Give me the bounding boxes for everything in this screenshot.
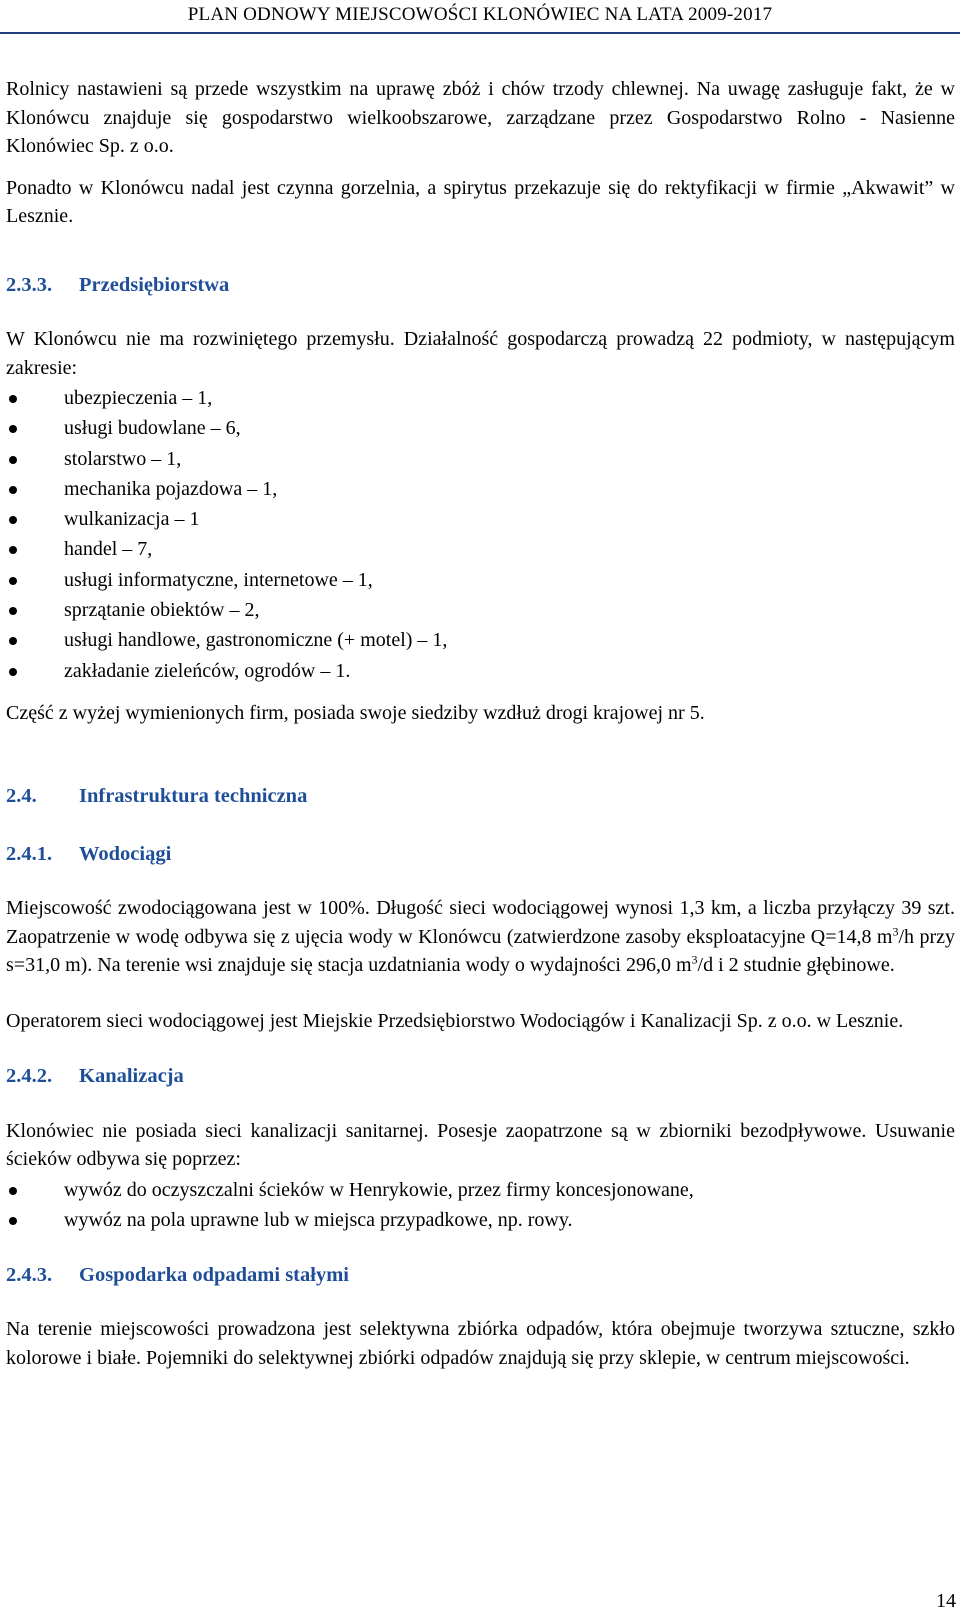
text-run: Miejscowość zwodociągowana jest w 100%. Długość sieci wodociągowej wynosi 1,3 km, a liczba przyłączy 39 szt. Zaopatrzenie w wodę odbywa się z ujęcia wody w Klonówcu (zatwierdzone zasoby eksploatacyjne Q=14,8 m xyxy=(6,897,955,948)
heading-2-4-3 xyxy=(6,1261,955,1290)
list-item-text: mechanika pojazdowa – 1, xyxy=(64,477,278,500)
list-item-text: wywóz na pola uprawne lub w miejsca przypadkowe, np. rowy. xyxy=(64,1209,573,1232)
bullet-icon xyxy=(9,546,17,554)
heading-number: 2.4.3. xyxy=(6,1263,53,1286)
paragraph-water-operator: Operatorem sieci wodociągowej jest Miejskie Przedsiębiorstwo Wodociągów i Kanalizacji Sp. z o.o. w Lesznie. xyxy=(6,1009,904,1032)
heading-2-3-3 xyxy=(6,271,955,300)
text-run: /h przy s=31,0 m). Na terenie wsi znajduje się stacja uzdatniania wody o wydajności 296,0 m xyxy=(6,925,956,977)
paragraph-enterprises-outro: Część z wyżej wymienionych firm, posiada swoje siedziby wzdłuż drogi krajowej nr 5. xyxy=(6,701,705,724)
list-item xyxy=(6,595,955,625)
heading-2-4 xyxy=(6,782,955,811)
heading-title: Infrastruktura techniczna xyxy=(79,785,308,808)
list-item-text: ubezpieczenia – 1, xyxy=(64,387,213,409)
list-item-text: handel – 7, xyxy=(64,538,153,561)
heading-2-4-1 xyxy=(6,840,955,869)
page-content xyxy=(6,75,955,1372)
header-rule xyxy=(0,32,960,34)
paragraph-enterprises-intro: W Klonówcu nie ma rozwiniętego przemysłu. Działalność gospodarczą prowadzą 22 podmioty, w następującym zakresie: xyxy=(6,328,955,379)
bullet-icon xyxy=(9,1187,17,1195)
list-item xyxy=(6,656,955,686)
paragraph-agriculture: Rolnicy nastawieni są przede wszystkim na uprawę zbóż i chów trzody chlewnej. Na uwagę zasługuje fakt, że w Klonówcu znajduje się gospodarstwo wielkoobszarowe, zarządzane przez Gospodarstwo Rolno - Nasienne Klonówiec Sp. z o.o. xyxy=(6,78,955,157)
list-item-text: sprzątanie obiektów – 2, xyxy=(64,599,260,622)
superscript: 3 xyxy=(892,924,899,939)
paragraph-sewage-intro: Klonówiec nie posiada sieci kanalizacji sanitarnej. Posesje zaopatrzone są w zbiorniki bezodpływowe. Usuwanie ścieków odbywa się poprzez: xyxy=(6,1119,955,1171)
list-item-text: wulkanizacja – 1 xyxy=(64,508,200,531)
bullet-icon xyxy=(9,637,17,645)
paragraph-waste: Na terenie miejscowości prowadzona jest selektywna zbiórka odpadów, która obejmuje tworzywa sztuczne, szkło kolorowe i białe. Pojemniki do selektywnej zbiórki odpadów znajdują się przy sklepie, w centrum miejscowości. xyxy=(6,1318,955,1369)
list-item xyxy=(6,444,955,474)
enterprise-list xyxy=(6,383,955,686)
list-item-text: zakładanie zieleńców, ogrodów – 1. xyxy=(64,659,351,682)
list-item xyxy=(6,474,955,504)
bullet-icon xyxy=(9,395,17,403)
list-item-text: stolarstwo – 1, xyxy=(64,447,182,470)
list-item-text: usługi handlowe, gastronomiczne (+ motel) – 1, xyxy=(64,629,448,652)
list-item xyxy=(6,413,955,443)
bullet-icon xyxy=(9,668,17,676)
superscript: 3 xyxy=(691,952,698,967)
heading-2-4-2 xyxy=(6,1062,955,1091)
heading-number: 2.3.3. xyxy=(6,273,53,296)
heading-number: 2.4. xyxy=(6,785,37,808)
heading-title: Wodociągi xyxy=(79,842,172,865)
list-item xyxy=(6,1205,955,1235)
bullet-icon xyxy=(9,577,17,585)
bullet-icon xyxy=(9,456,17,464)
bullet-icon xyxy=(9,425,17,433)
bullet-icon xyxy=(9,516,17,524)
running-header: PLAN ODNOWY MIEJSCOWOŚCI KLONÓWIEC NA LATA 2009-2017 xyxy=(187,4,773,25)
heading-number: 2.4.2. xyxy=(6,1065,53,1088)
bullet-icon xyxy=(9,486,17,494)
list-item xyxy=(6,565,955,595)
heading-number: 2.4.1. xyxy=(6,842,53,865)
list-item xyxy=(6,383,955,413)
list-item-text: usługi budowlane – 6, xyxy=(64,417,241,440)
list-item xyxy=(6,504,955,534)
list-item-text: wywóz do oczyszczalni ścieków w Henrykowie, przez firmy koncesjonowane, xyxy=(64,1178,694,1201)
sewage-list xyxy=(6,1175,955,1236)
paragraph-distillery: Ponadto w Klonówcu nadal jest czynna gorzelnia, a spirytus przekazuje się do rektyfikacji w firmie „Akwawit” w Lesznie. xyxy=(6,176,955,227)
list-item xyxy=(6,534,955,564)
list-item xyxy=(6,1175,955,1205)
bullet-icon xyxy=(9,1217,17,1225)
text-run: /d i 2 studnie głębinowe. xyxy=(697,954,895,977)
heading-title: Kanalizacja xyxy=(79,1065,184,1088)
list-item xyxy=(6,625,955,655)
paragraph-water-supply xyxy=(6,894,955,980)
list-item-text: usługi informatyczne, internetowe – 1, xyxy=(64,568,373,591)
heading-title: Gospodarka odpadami stałymi xyxy=(79,1263,349,1286)
page-number: 14 xyxy=(936,1590,956,1612)
bullet-icon xyxy=(9,607,17,615)
heading-title: Przedsiębiorstwa xyxy=(79,273,230,296)
